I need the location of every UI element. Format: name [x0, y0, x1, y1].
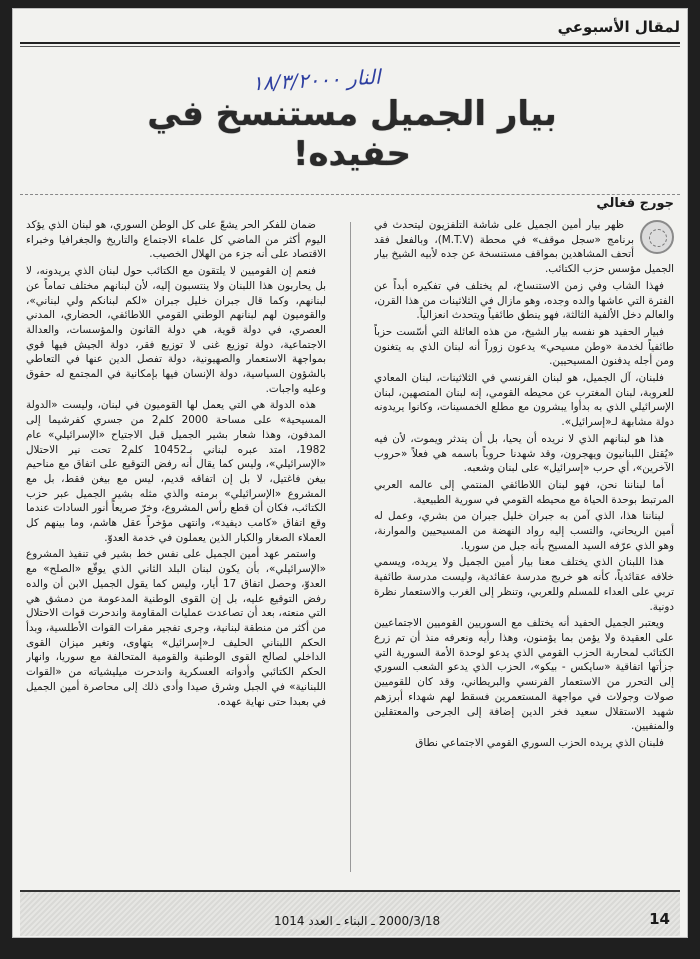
article-column-left [26, 218, 326, 874]
paragraph: واستمر عهد أمين الجميل على نفس خط بشير في تنفيذ المشروع «الإسرائيلي»، بأن يكون لبنان البلد الثاني الذي يوقّع «الصلح» مع العدوّ، وحصل اتفاق 17 أيار، وليس كما يقول الجميل الابن أن والده رفض التوقيع عليه، بل إن القوى الوطنية المدعومة من دمشق هي التي منعته، بعد أن تصاعدت عمليات المقاومة واندحرت قوات الاحتلال من أكثر من منطقة لبنانية، وجرى تفجير مقرات القوات الأطلسية، وبدأ الحكم اللبناني الحليف لـ«إسرائيل» يتهاوى، وتغير ميزان القوى الداخلي لصالح القوى الوطنية والقومية المتحالفة مع سوريا، وانهار الحكم الكتائبي وأدواته العسكرية واندحرت ميليشياته من «القوات اللبنانية» في الجبل وشرق صيدا وأدى ذلك إلى محاصرة أمين الجميل في بعبدا حتى نهاية عهده. [26, 548, 326, 708]
section-label: لمقال الأسبوعي [557, 18, 680, 36]
article-column-right [374, 218, 674, 874]
column-divider [350, 222, 351, 872]
paragraph: هذه الدولة هي التي يعمل لها القوميون في لبنان، وليست «الدولة المسيحية» على مساحة 2000 كلم2 من جسري كفرشيما إلى المدفون، وهذا شعار بشير الجميل قبل الاجتياح «الإسرائيلي» عام 1982، امتد عبره لبناني بـ10452 كلم2 تحت نير الاحتلال «الإسرائيلي»، وليس كما يقال أنه رفض التوقيع على اتفاق مع مناحيم بيغن فاغتيل، لا بل إن اتفاقه قديم، ليس مع بيغن فقط، بل مع المشروع «الإسرائيلي» برمته والذي مثله بشير الجميل عبر حزب الكتائب، فكان أن قطع رأس المشروع، وخرّ صريعاً أنور السادات عندما وقع اتفاق «كامب ديفيد»، وانتهى مؤخراً عقل هاشم، وما بينهم كل العملاء الصغار والكبار الذين يعملون في خدمة العدوّ. [26, 399, 326, 544]
paragraph: فبيار الحفيد هو نفسه بيار الشيخ، من هذه العائلة التي أسّست حزباً طائفياً لخدمة «وطن مسيحي» يدعون زوراً أنه لبنان الذي به يتغنون ومن أجله يدفنون المسيحيين. [374, 325, 674, 368]
paragraph: أما لبناننا نحن، فهو لبنان اللاطائفي المنتمي إلى عالمه العربي المرتبط بوحدة الحياة مع محيطه القومي في سورية الطبيعية. [374, 478, 674, 506]
paragraph: ضمان للفكر الحر يشعّ على كل الوطن السوري، هو لبنان الذي يؤكد اليوم أكثر من الماضي كل علماء الاجتماع والتاريخ والجغرافيا وخبراء الاقتصاد على أنه جزء من الهلال الخصيب. [26, 219, 326, 261]
newspaper-clipping [12, 8, 688, 938]
paragraph: فهذا الشاب وفي زمن الاستنساخ، لم يختلف في تفكيره أبداً عن الفترة التي عاشها والده وجده، وهو مازال في الثلاثينات من هذا القرن، والعالم دخل الألفية الثالثة، فهو ينطق طائفياً ويتحدث انعزالياً. [374, 279, 674, 322]
paragraph: لبناننا هذا، الذي آمن به جبران خليل جبران من بشري، وعمل له أمين الريحاني، والتسب إليه رواد النهضة من المسيحيين والموارنة، وهو الذي عرّفه السيد المسيح بأنه جبل من سوريا. [374, 510, 674, 552]
paragraph: هذا هو لبنانهم الذي لا نريده أن يحيا، بل أن يندثر ويموت، لأن فيه «يُقتل اللبنانيون ويهجرون، وقد شهدنا حروباً باسمه هي فعلاً «حروب الآخرين»، أي حرب «إسرائيل» على لبنان وشعبه. [374, 432, 674, 475]
paragraph: ظهر بيار أمين الجميل على شاشة التلفزيون ليتحدث في برنامج «سجل موقف» في محطة (M.T.V)، وبالفعل فقد أتحف المشاهدين بمواقف مستنسخة عن جده لأبيه الشيخ بيار الجميل مؤسس حزب الكتائب. [374, 219, 674, 276]
top-rule [20, 42, 680, 44]
author-name: جورج فغالي [596, 196, 674, 211]
stamp-seal-icon [640, 220, 674, 254]
handwritten-note: النار ١٨/٣/٢٠٠٠ [251, 64, 382, 96]
paragraph: فلبنان الذي يريده الحزب السوري القومي الاجتماعي نطاق [415, 736, 664, 749]
top-rule-thin [20, 46, 680, 47]
paragraph: فنعم إن القوميين لا يلتقون مع الكتائب حول لبنان الذي يريدونه، لا بل يحاربون هذا اللبنان ولا ينتسبون إليه، لأن لبنانهم مختلف تماماً عن لبنانهم، وكما قال جبران خليل جبران «لكم لبنانكم ولي لبناني»، والقوميون لهم لبنانهم الوطني القومي اللاطائفي، الحضاري، المدني العصري، في دولة قوية، هي دولة القانون والمؤسسات، والعدالة الاجتماعية، دولة توزيع غنى لا توزيع فقر، دولة الجيش فيها قوي بمواجهة الاستعمار والصهيونية، دولة تفصل الدين عنها في التعاطي بالشؤون السياسية، دولة الإنسان فيها بإمكانية في المجتمع له حقوق وعليه واجبات. [26, 265, 326, 395]
paragraph: هذا اللبنان الذي يختلف معنا بيار أمين الجميل ولا يريده، ويسمي خلافه عقائدياً، كأنه هو خريج مدرسة عقائدية، وليست مدرسة طائفية تربي على العداء للمسلم وللعربي، وتنظر إلى الغرب والاستعمار نظرة دونية. [374, 556, 674, 613]
article-headline: بيار الجميل مستنسخ في حفيده! [147, 94, 557, 174]
paragraph: ويعتبر الجميل الحفيد أنه يختلف مع السوريين القوميين الاجتماعيين على العقيدة ولا يؤمن بما يؤمنون، وهذا رأيه ونعرفه منذ أن تم زرع الكتائب لمحاربة الحزب القومي الذي يدعو لوحدة الأمة السورية التي جزأتها اتفاقية «سايكس - بيكو»، الحزب الذي يدعو الشعب السوري إلى التحرر من الاستعمار الفرنسي والبريطاني، وقد كان للقوميين صولات وجولات في مواجهة المستعمرين فسقط لهم شهداء أبرزهم شهيد الاستقلال سعيد فخر الدين إضافة إلى الجرحى والمعتقلين والمنفيين. [374, 617, 674, 733]
issue-line: 2000/3/18 ـ البناء ـ العدد 1014 [274, 914, 441, 928]
author-rule [20, 194, 680, 195]
paragraph: فلبنان، آل الجميل، هو لبنان الفرنسي في الثلاثينات، لبنان المعادي للعروبة، لبنان المغترب عن محيطه القومي، إنه لبنان المتصهين، لبنان الإسرائيلي الذي به بدأوا يبشرون مع مطلع الخمسينات، وكانوا يريدونه دولة مشابهة لـ«إسرائيل». [374, 372, 674, 429]
page-number: 14 [649, 910, 670, 928]
